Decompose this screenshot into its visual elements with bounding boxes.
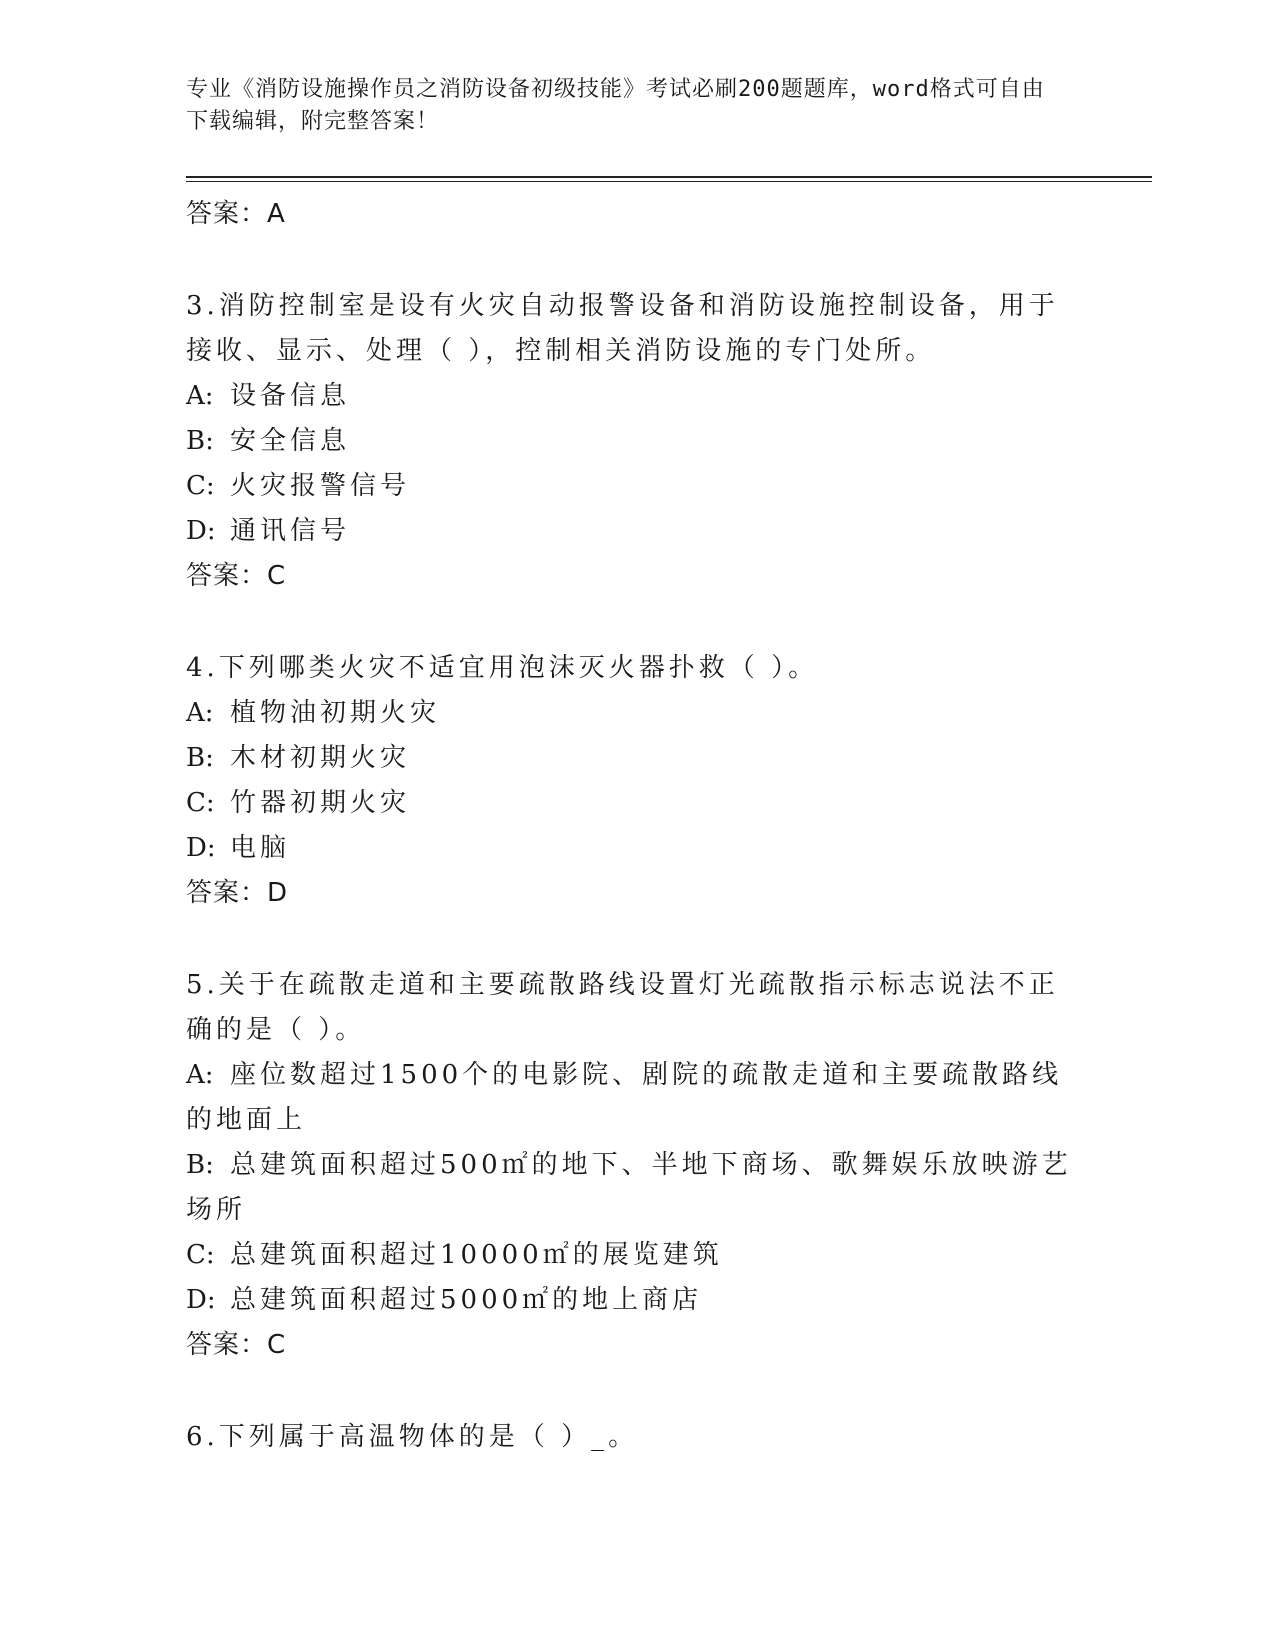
option-d [186,509,1086,554]
option-letter: B: [186,426,214,456]
question-text: 6.下列属于高温物体的是（ ）_。 [186,1422,639,1452]
option-b [186,419,1086,464]
option-text: 竹器初期火灾 [230,788,411,818]
answer-line: 答案：C [186,1330,287,1360]
answer-line: 答案：C [186,561,287,591]
option-text: 火灾报警信号 [230,471,411,501]
question-text: 4.下列哪类火灾不适宜用泡沫灭火器扑救（ ）。 [186,653,819,683]
document-header: 专业《消防设施操作员之消防设备初级技能》考试必刷200题题库，word格式可自由下载编辑，附完整答案！ [186,77,1045,134]
option-text: 设备信息 [230,381,351,411]
spacer [186,1367,1086,1415]
option-c [186,464,1086,509]
header-divider [186,176,1152,178]
option-text: 植物油初期火灾 [230,698,441,728]
spacer [186,915,1086,963]
option-text: 总建筑面积超过500㎡的地下、半地下商场、歌舞娱乐放映游艺场所 [186,1150,1072,1225]
option-letter: D: [186,516,216,546]
option-text: 木材初期火灾 [230,743,411,773]
option-a [186,691,1086,736]
option-letter: A: [186,698,214,728]
option-letter: C: [186,788,215,818]
option-text: 总建筑面积超过10000㎡的展览建筑 [230,1240,723,1270]
question-text: 3.消防控制室是设有火灾自动报警设备和消防设施控制设备，用于接收、显示、处理（ ），控制相关消防设施的专门处所。 [186,291,1059,366]
option-b [186,1143,1086,1233]
question-list [186,192,1086,1460]
option-text: 通讯信号 [230,516,351,546]
option-letter: C: [186,471,215,501]
option-letter: A: [186,1060,214,1090]
option-letter: B: [186,1150,214,1180]
option-letter: D: [186,1285,216,1315]
option-letter: D: [186,833,216,863]
option-letter: B: [186,743,214,773]
option-text: 安全信息 [230,426,351,456]
option-c [186,1233,1086,1278]
answer-line: 答案：D [186,878,289,908]
option-letter: C: [186,1240,215,1270]
option-letter: A: [186,381,214,411]
option-text: 电脑 [230,833,291,863]
option-c [186,781,1086,826]
option-text: 座位数超过1500个的电影院、剧院的疏散走道和主要疏散路线的地面上 [186,1060,1063,1135]
spacer [186,598,1086,646]
question-text: 5.关于在疏散走道和主要疏散路线设置灯光疏散指示标志说法不正确的是（ ）。 [186,970,1059,1045]
option-text: 总建筑面积超过5000㎡的地上商店 [230,1285,703,1315]
option-d [186,1278,1086,1323]
option-a [186,374,1086,419]
header-divider-thin [186,181,1152,182]
spacer [186,236,1086,284]
option-a [186,1053,1086,1143]
answer-line: 答案：A [186,199,286,229]
option-b [186,736,1086,781]
option-d [186,826,1086,871]
